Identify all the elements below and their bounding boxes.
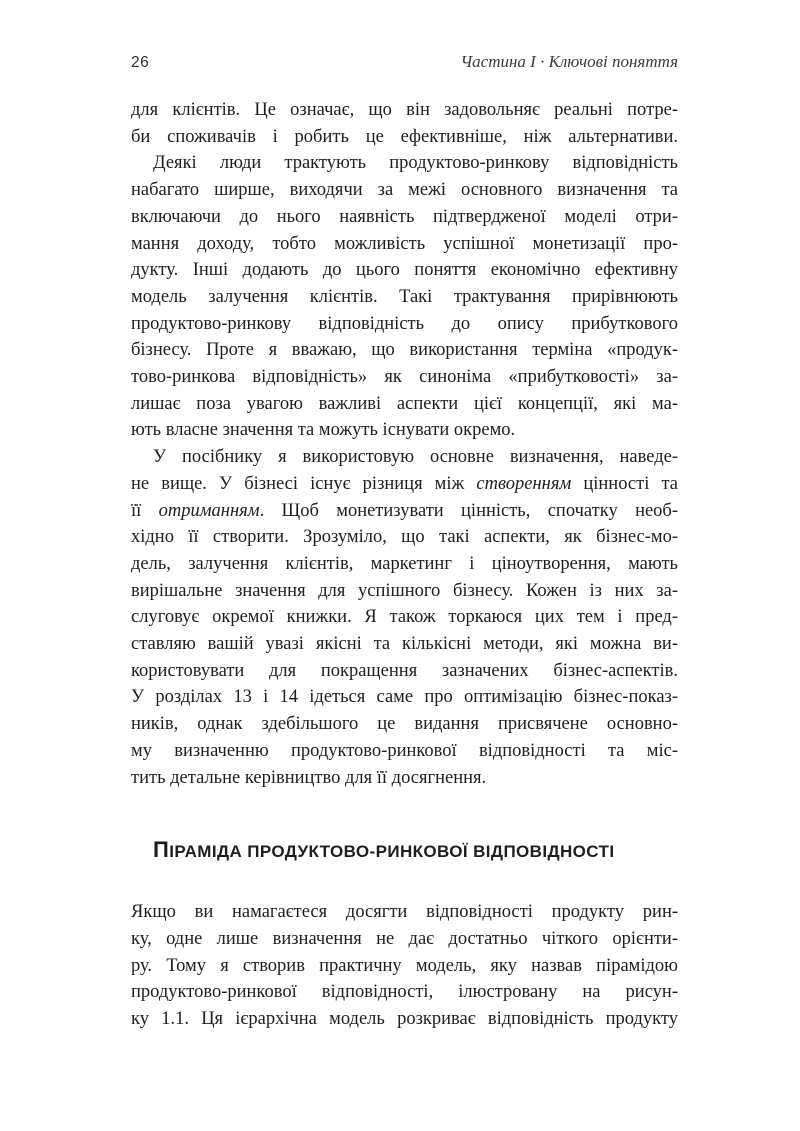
text-line [131, 926, 678, 953]
body-text [131, 97, 678, 1033]
text-segment: ку 1.1. Ця ієрархічна модель розкриває відповідність продукту [131, 1009, 678, 1030]
text-line [131, 311, 678, 338]
text-segment: мання доходу, тобто можливість успішної монетизації про- [131, 233, 678, 254]
text-line [131, 284, 678, 311]
text-segment: ставляю вашій увазі якісні та кількісні методи, які можна ви- [131, 634, 678, 655]
text-segment: слуговує окремої книжки. Я також торкаюся цих тем і пред- [131, 607, 678, 628]
text-line [131, 711, 678, 738]
paragraph [131, 899, 678, 1033]
text-segment: набагато ширше, виходячи за межі основного визначення та [131, 180, 678, 201]
text-line [131, 498, 678, 525]
text-line [131, 578, 678, 605]
text-segment: би споживачів і робить це ефективніше, ніж альтернативи. [131, 126, 678, 147]
text-segment: лишає поза увагою важливі аспекти цієї концепції, які ма- [131, 393, 678, 414]
text-line [131, 738, 678, 765]
paragraph [131, 97, 678, 150]
text-line [131, 524, 678, 551]
text-segment: продуктово-ринкову відповідність до опису прибуткового [131, 313, 678, 334]
text-segment: му визначенню продуктово-ринкової відповідності та міс- [131, 740, 678, 761]
page-header [131, 52, 678, 72]
text-line [131, 658, 678, 685]
text-line [131, 337, 678, 364]
text-segment: хідно її створити. Зрозуміло, що такі аспекти, як бізнес-мо- [131, 527, 678, 548]
text-segment: не вище. У бізнесі існує різниця між [131, 473, 477, 494]
text-segment: ру. Тому я створив практичну модель, яку назвав пірамідою [131, 955, 678, 976]
text-line [131, 979, 678, 1006]
text-line [131, 765, 678, 792]
text-line [131, 204, 678, 231]
paragraphs-after-heading [131, 899, 678, 1033]
running-head: Частина І · Ключові поняття [460, 52, 678, 71]
text-line [131, 257, 678, 284]
text-line [131, 417, 678, 444]
text-line [131, 231, 678, 258]
text-line [131, 391, 678, 418]
text-segment: У розділах 13 і 14 ідеться саме про оптимізацію бізнес-показ- [131, 687, 678, 708]
text-segment: У посібнику я використовую основне визначення, наведе- [153, 447, 678, 468]
text-line [131, 1006, 678, 1033]
page-number: 26 [131, 54, 150, 71]
text-line [131, 124, 678, 151]
section-heading: ПІРАМІДА ПРОДУКТОВО-РИНКОВОЇ ВІДПОВІДНОСТІ [153, 837, 615, 863]
text-line [131, 631, 678, 658]
text-segment: тить детальне керівництво для її досягнення. [131, 767, 487, 788]
text-segment: тово-ринкова відповідність» як синоніма «прибутковості» за- [131, 367, 678, 388]
text-line [131, 471, 678, 498]
text-line [131, 150, 678, 177]
text-line [131, 364, 678, 391]
paragraph [131, 150, 678, 444]
text-segment: дель, залучення клієнтів, маркетинг і ціноутворення, мають [131, 553, 678, 574]
paragraphs-before-heading [131, 97, 678, 791]
text-line [131, 604, 678, 631]
text-line [131, 551, 678, 578]
text-segment: користовувати для покращення зазначених бізнес-аспектів. [131, 660, 678, 681]
text-segment: Деякі люди трактують продуктово-ринкову відповідність [153, 153, 678, 174]
text-line [131, 899, 678, 926]
text-segment: вирішальне значення для успішного бізнесу. Кожен із них за- [131, 580, 678, 601]
text-segment: . Щоб монетизувати цінність, спочатку необ- [259, 500, 678, 521]
text-segment: для клієнтів. Це означає, що він задовольняє реальні потре- [131, 100, 678, 120]
text-segment: ників, однак здебільшого це видання присвячене основно- [131, 714, 678, 735]
text-segment: бізнесу. Проте я вважаю, що використання терміна «продук- [131, 340, 678, 361]
text-line [131, 444, 678, 471]
text-segment: модель залучення клієнтів. Такі трактування прирівнюють [131, 286, 678, 307]
text-segment: ють власне значення та можуть існувати окремо. [131, 420, 516, 441]
text-segment: цінності та [571, 473, 678, 494]
text-line [131, 97, 678, 124]
paragraph [131, 444, 678, 791]
text-segment: Якщо ви намагаєтеся досягти відповідності продукту рин- [131, 902, 678, 923]
emphasized-text: отриманням [158, 500, 260, 521]
emphasized-text: створенням [476, 473, 572, 494]
text-segment: ку, одне лише визначення не дає достатньо чіткого орієнти- [131, 928, 678, 949]
text-line [131, 684, 678, 711]
text-line [131, 177, 678, 204]
text-segment: дукту. Інші додають до цього поняття економічно ефективну [131, 260, 678, 281]
text-segment: включаючи до нього наявність підтвердженої моделі отри- [131, 206, 678, 227]
text-line [131, 953, 678, 980]
text-segment: її [131, 500, 159, 521]
text-segment: продуктово-ринкової відповідності, ілюстровану на рисун- [131, 982, 678, 1003]
